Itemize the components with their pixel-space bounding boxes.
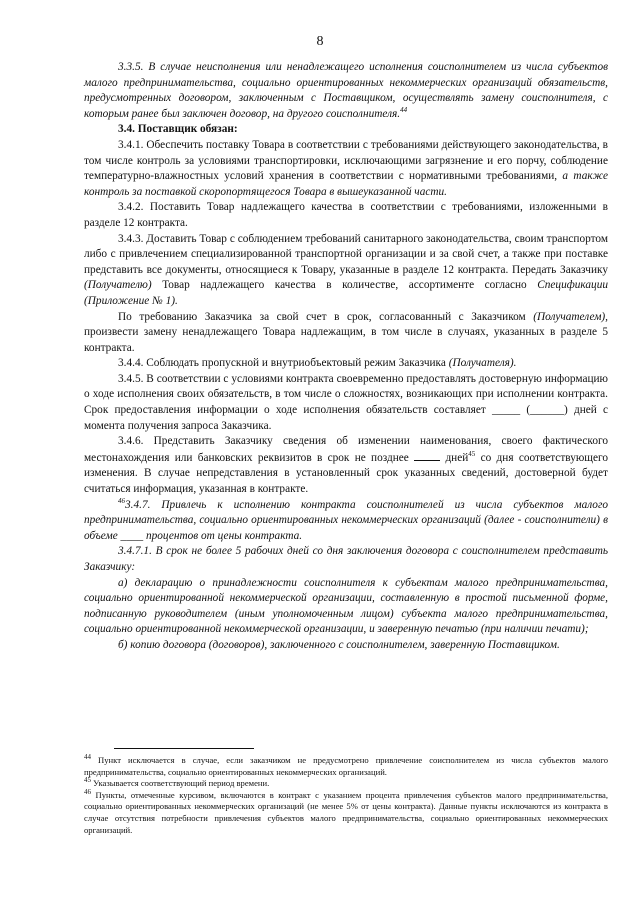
footnote-number: 44 bbox=[84, 753, 91, 762]
clause-3-4-1 bbox=[84, 138, 608, 200]
clause-3-4-3 bbox=[84, 232, 608, 310]
clause-3-4-7-1: 3.4.7.1. В срок не более 5 рабочих дней со дня заключения договора с соисполнителем представить Заказчику: bbox=[84, 545, 608, 573]
footnote-text: Пункт исключается в случае, если заказчиком не предусмотрено привлечение соисполнителем из числа субъектов малого предпринимательства, социально ориентированных некоммерческих организаций. bbox=[84, 755, 608, 777]
clause-3-4-3-recipient: (Получателю) bbox=[84, 279, 152, 292]
clause-3-4-4-recipient: (Получателя). bbox=[445, 357, 517, 370]
footnote-46 bbox=[84, 787, 608, 836]
clause-3-4-7-1-b: б) копию договора (договоров), заключенного с соисполнителем, заверенную Поставщиком. bbox=[118, 638, 560, 651]
clause-3-3-5-text: 3.3.5. В случае неисполнения или ненадлежащего исполнения соисполнителем из числа субъектов малого предпринимательства, социально ориентированных некоммерческих организаций обязательств, предусмотренных договором, заключенным с Поставщиком, осуществлять замену соисполнителя, с которым ранее был заключен договор, на другого соисполнителя. bbox=[84, 61, 608, 120]
clause-3-4-7-text: 3.4.7. Привлечь к исполнению контракта соисполнителей из числа субъектов малого предпринимательства, социально ориентированных некоммерческих организаций (далее - соисполнители) в объеме ____ процентов от цены контракта. bbox=[84, 498, 608, 542]
footnote-text: Пункты, отмеченные курсивом, включаются в контракт с указанием процента привлечения субъектов малого предпринимательства, социально ориентированных некоммерческих организаций (не менее 5% от цены контракта). Данные пункты исключаются из контракта в случае отсутствия потребности привлечения субъектов малого предпринимательства, социально ориентированных некоммерческих организаций. bbox=[84, 789, 608, 835]
section-heading-3-4: 3.4. Поставщик обязан: bbox=[118, 123, 238, 136]
blank-days-field bbox=[414, 450, 440, 461]
footnote-number: 46 bbox=[84, 787, 91, 796]
clause-3-4-4 bbox=[84, 356, 608, 372]
clause-3-4-5: 3.4.5. В соответствии с условиями контракта своевременно предоставлять достоверную информацию о ходе исполнения своих обязательств, в том числе о сложностях, возникающих при исполнении контракта. Срок предоставления информации о ходе исполнения обязательств составляет _____ (______) дней с момента получения запроса Заказчика. bbox=[84, 372, 608, 432]
footnote-44 bbox=[84, 755, 608, 778]
footnote-number: 45 bbox=[84, 776, 91, 785]
clause-3-4-1-italic: а также контроль за поставкой скоропортящегося Товара в вышеуказанной части. bbox=[84, 170, 608, 198]
clause-3-4-4-text: 3.4.4. Соблюдать пропускной и внутриобъектовый режим Заказчика bbox=[118, 357, 446, 370]
clause-3-4-6-text2: со дня соответствующего изменения. В случае непредставления в установленный срок указанных сведений, достоверной будет считаться информация, указанная в контракте. bbox=[84, 451, 608, 496]
page-number: 8 bbox=[316, 34, 324, 49]
replacement-text: По требованию Заказчика за свой счет в срок, согласованный с Заказчиком bbox=[118, 310, 526, 323]
footnote-ref-45: 45 bbox=[468, 450, 476, 459]
replacement-recipient: (Получателем), bbox=[525, 310, 608, 323]
clause-3-3-5 bbox=[84, 60, 608, 122]
footnote-ref-46: 46 bbox=[118, 496, 125, 505]
document-body bbox=[84, 60, 608, 654]
clause-3-4-3-replacement bbox=[84, 310, 608, 357]
footnotes bbox=[84, 755, 608, 836]
clause-3-4-3-text2: Товар надлежащего качества в количестве, ассортименте согласно bbox=[151, 279, 527, 292]
clause-3-4-7-1-a: а) декларацию о принадлежности соисполнителя к субъектам малого предпринимательства, социально ориентированной некоммерческой организации, составленную в простой письменной форме, подписанную руководителем (иным уполномоченным лицом) субъекта малого предпринимательства, социально ориентированной некоммерческой организации, и заверенную печатью (при наличии печати); bbox=[84, 576, 608, 636]
clause-3-4-6 bbox=[84, 434, 608, 497]
clause-3-4-1-text: 3.4.1. Обеспечить поставку Товара в соответствии с требованиями действующего законодательства, в том числе контроль за условиями транспортировки, исключающими загрязнение и его порчу, соблюдение температурно-влажностных условий хранения в соответствии с нормативными требованиями, bbox=[84, 138, 608, 183]
clause-3-4-6-days: дней bbox=[440, 451, 469, 464]
replacement-text2: произвести замену ненадлежащего Товара надлежащим, в том числе в случаях, указанных в разделе 5 контракта. bbox=[84, 326, 608, 354]
footnote-text: Указывается соответствующий период времени. bbox=[91, 778, 270, 789]
clause-3-4-3-text: 3.4.3. Доставить Товар с соблюдением требований санитарного законодательства, своим транспортом либо с привлечением специализированной транспортной организации и за свой счет, а также при поставке представить все документы, относящиеся к Товару, указанные в разделе 12 контракта. Передать Заказчику bbox=[84, 232, 608, 276]
clause-3-4-7 bbox=[84, 498, 608, 545]
footnote-ref-44: 44 bbox=[400, 106, 408, 115]
footnote-divider bbox=[114, 748, 254, 749]
clause-3-4-3-spec: Спецификации (Приложение № 1). bbox=[84, 279, 608, 307]
footnote-45 bbox=[84, 778, 608, 790]
clause-3-4-6-text: 3.4.6. Представить Заказчику сведения об изменении наименования, своего фактического местонахождения или банковских реквизитов в срок не позднее bbox=[84, 435, 608, 464]
clause-3-4-2: 3.4.2. Поставить Товар надлежащего качества в соответствии с требованиями, изложенными в разделе 12 контракта. bbox=[84, 201, 608, 229]
